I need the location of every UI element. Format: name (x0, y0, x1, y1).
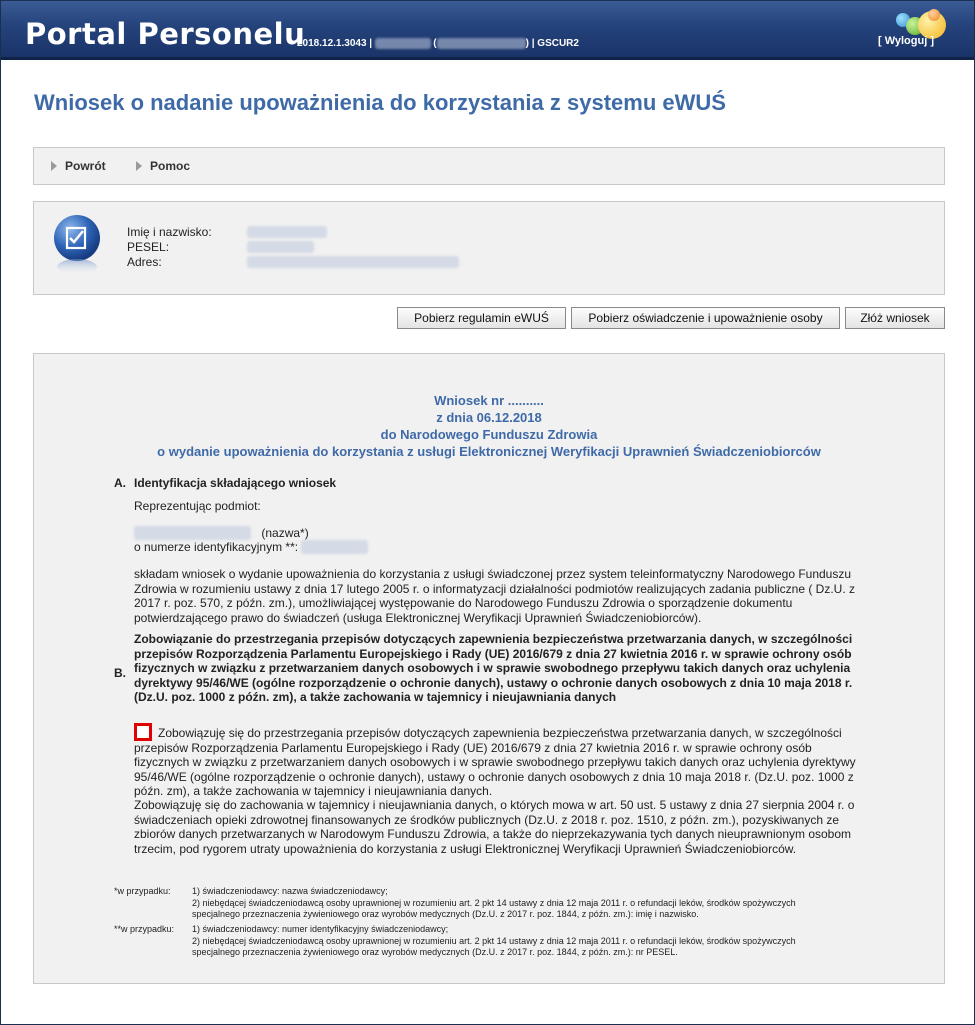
submit-application-button[interactable]: Złóż wniosek (845, 307, 945, 329)
download-statement-button[interactable]: Pobierz oświadczenie i upoważnienie osoby (571, 307, 840, 329)
org-name-blurred (437, 38, 526, 49)
entity-id-line (134, 540, 874, 555)
app-brand: Portal Personelu (25, 17, 306, 51)
form-recipient: do Narodowego Funduszu Zdrowia (380, 427, 598, 442)
form-header (34, 392, 944, 460)
section-b-letter: B. (114, 666, 126, 680)
footnote-2-item-1: 1) świadczeniodawcy: numer identyfikacyjny świadczeniodawcy; (192, 924, 449, 934)
arrow-right-icon (51, 161, 57, 171)
application-paragraph: składam wniosek o wydanie upoważnienia do korzystania z usługi świadczonej przez system teleinformatyczny Narodowego Funduszu Zdrowia w rozumieniu ustawy z dnia 17 lutego 2005 r. o informatyzacji działalności podmiotów realizujących zadania publiczne ( Dz.U. z 2017 r. poz. 570, z późn. zm.), umożliwiającej występowanie do Narodowego Funduszu Zdrowia o sporządzenie dokumentu potwierdzającego prawo do świadczeń (usługa Elektronicznej Weryfikacji Uprawnień Świadczeniobiorców). (134, 567, 856, 625)
download-regulations-button[interactable]: Pobierz regulamin eWUŚ (397, 307, 566, 329)
entity-name-blurred (134, 526, 251, 540)
footnote-1-item-1: 1) świadczeniodawcy: nazwa świadczeniodawcy; (192, 886, 388, 896)
footnote-2-label: **w przypadku: (114, 924, 175, 934)
footnote-1 (192, 886, 812, 921)
footnote-1-label: *w przypadku: (114, 886, 171, 896)
entity-line (134, 526, 874, 541)
pesel-label: PESEL: (127, 240, 170, 254)
org-close-suffix: ) | GSCUR2 (525, 38, 579, 49)
back-label: Powrót (65, 159, 106, 173)
form-date: z dnia 06.12.2018 (436, 410, 542, 425)
commitment-text-1: Zobowiązuję się do przestrzegania przepisów dotyczących zapewnienia bezpieczeństwa przetwarzania danych, w szczególności przepisów Rozporządzenia Parlamentu Europejskiego i Rady (UE) 2016/679 z dnia 27 kwietnia 2016 r. w sprawie ochrony osób fizycznych w związku z przetwarzaniem danych osobowych i w sprawie swobodnego przepływu takich danych oraz uchylenia dyrektywy 95/46/WE (ogólne rozporządzenie o ochronie danych), ustawy o ochronie danych osobowych z dnia 10 maja 2018 r. (Dz.U. poz. 1000 z późn. zm), a także zachowania w tajemnicy i nieujawniania danych. (134, 726, 856, 798)
section-a-letter: A. (114, 476, 126, 490)
org-open-paren: ( (433, 38, 437, 49)
section-a-title: Identyfikacja składającego wniosek (134, 476, 337, 490)
entity-name-suffix: (nazwa*) (261, 526, 309, 540)
help-link[interactable] (136, 159, 190, 173)
pesel-value-blurred (247, 241, 314, 253)
name-value-blurred (247, 226, 327, 238)
person-values (247, 225, 459, 270)
help-label: Pomoc (150, 159, 191, 173)
top-header (1, 1, 974, 60)
representing-label: Reprezentując podmiot: (134, 499, 261, 513)
user-login-blurred (375, 38, 431, 49)
version-number: 2018.12.1.3043 | (297, 38, 373, 49)
footnote-2 (192, 924, 812, 959)
arrow-right-icon (136, 161, 142, 171)
address-value-blurred (247, 256, 459, 268)
application-form-panel (33, 353, 945, 984)
person-labels (127, 225, 212, 270)
address-label: Adres: (127, 255, 162, 269)
section-b-title: Zobowiązanie do przestrzegania przepisów dotyczących zapewnienia bezpieczeństwa przetwarzania danych, w szczególności przepisów Rozporządzenia Parlamentu Europejskiego i Rady (UE) 2016/679 z dnia 27 kwietnia 2016 r. w sprawie ochrony osób fizycznych w związku z przetwarzaniem danych osobowych i w sprawie swobodnego przepływu takich danych oraz uchylenia dyrektywy 95/46/WE (ogólne rozporządzenie o ochronie danych), ustawy o ochronie danych osobowych z dnia 10 maja 2018 r. (Dz.U. poz. 1000 z późn. zm), a także zachowania w tajemnicy i nieujawniania danych (134, 632, 853, 704)
document-check-icon (52, 214, 102, 276)
back-link[interactable] (51, 159, 106, 173)
form-subject: o wydanie upoważnienia do korzystania z usługi Elektronicznej Weryfikacji Uprawnień Świadczeniobiorców (157, 444, 821, 459)
entity-id-blurred (301, 540, 368, 554)
footnote-2-item-2: 2) niebędącej świadczeniodawcą osoby uprawnionej w rozumieniu art. 2 pkt 14 ustawy z dnia 12 maja 2011 r. o refundacji leków, środków spożywczych specjalnego przeznaczenia żywieniowego oraz wyrobów medycznych (Dz.U. z 2017 r. poz. 1844, z późn. zm.): nr PESEL. (192, 935, 796, 957)
action-nav-bar (33, 147, 945, 185)
entity-id-label: o numerze identyfikacyjnym **: (134, 540, 299, 554)
person-info-panel (33, 201, 945, 295)
version-info (297, 38, 579, 49)
commitment-text-2: Zobowiązuję się do zachowania w tajemnicy i nieujawniania danych, o których mowa w art. 50 ust. 5 ustawy z dnia 27 sierpnia 2004 r. o świadczeniach opieki zdrowotnej finansowanych ze środków publicznych (Dz.U. z 2018 r. poz. 1510, z późn. zm.), pozyskiwanych ze zbiorów danych przetwarzanych w Narodowym Funduszu Zdrowia, a także do nieprzekazywania tych danych nieuprawnionym osobom trzecim, pod rygorem utraty upoważnienia do korzystania z usługi Elektronicznej Weryfikacji Uprawnień Świadczeniobiorców. (134, 798, 855, 856)
logout-link[interactable]: [ Wyloguj ] (877, 35, 934, 47)
page-title: Wniosek o nadanie upoważnienia do korzystania z systemu eWUŚ (34, 90, 726, 115)
form-number: Wniosek nr .......... (434, 393, 544, 408)
footnote-1-item-2: 2) niebędącej świadczeniodawcą osoby uprawnionej w rozumieniu art. 2 pkt 14 ustawy z dnia 12 maja 2011 r. o refundacji leków, środków spożywczych specjalnego przeznaczenia żywieniowego oraz wyrobów medycznych (Dz.U. z 2017 r. poz. 1844, z późn. zm.): imię i nazwisko. (192, 897, 796, 919)
name-label: Imię i nazwisko: (127, 225, 212, 239)
